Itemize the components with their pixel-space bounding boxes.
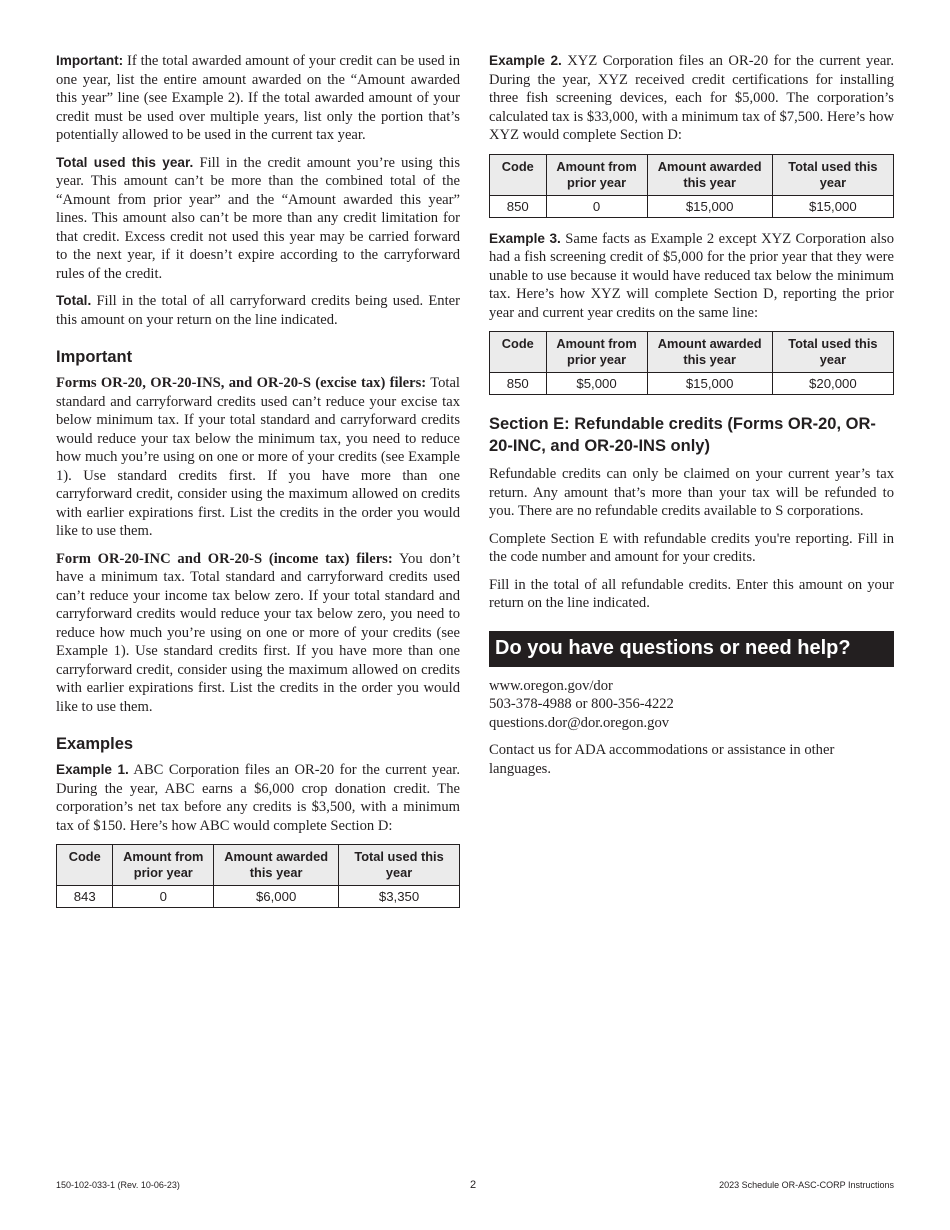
cell-code: 843: [57, 886, 113, 908]
email-link[interactable]: questions.dor@dor.oregon.gov: [489, 714, 670, 731]
example-1-paragraph: [56, 761, 460, 835]
header-awarded: Amount awarded this year: [647, 332, 772, 373]
cell-prior: $5,000: [546, 373, 647, 395]
paragraph-text: Total standard and carryforward credits used can’t reduce your excise tax below minimum tax. If your total standard and carryforward credits would reduce your tax below the minimum tax, you need to reduce how much you’re using on one or more of your credits (see Example 1). Use standard credits first. If you have more than one carryforward credit, consider using the maximum allowed on credits with earlier expirations first. List the credits in the order you would like to use them.: [56, 375, 460, 539]
table-row: [57, 886, 460, 908]
header-code: Code: [57, 845, 113, 886]
important-heading: Important: [56, 348, 133, 366]
cell-total: $3,350: [339, 886, 460, 908]
paragraph-text: XYZ Corporation files an OR-20 for the current year. During the year, XYZ received credit certifications for installing three fish screening devices, each for $5,000. The corporation’s calculated tax is $33,000, with a minimum tax of $7,500. Here’s how XYZ would complete Section D:: [489, 53, 895, 143]
form-number: 150-102-033-1 (Rev. 10-06-23): [56, 1180, 180, 1190]
page-number: 2: [470, 1179, 477, 1191]
paragraph-text: Same facts as Example 2 except XYZ Corporation also had a fish screening credit of $5,000 for the prior year that they were unable to use because it would have reduced tax below the minimum tax. Here’s how XYZ will complete Section D, reporting the prior year and current year credits on the same line:: [489, 230, 894, 321]
paragraph-lead: Forms OR-20, OR-20-INS, and OR-20-S (excise tax) filers:: [56, 375, 427, 391]
paragraph-text: If the total awarded amount of your credit can be used in one year, list the entire amount awarded on the “Amount awarded this year” line (see Example 2). If the total awarded amount of your credit must be used over multiple years, list only the portion that’s potentially allowed to be used in the current tax year.: [56, 53, 460, 143]
right-column: [489, 52, 894, 778]
header-awarded: Amount awarded this year: [647, 154, 772, 195]
section-e-heading: Section E: Refundable credits (Forms OR-20, OR-20-INC, and OR-20-INS only): [489, 415, 876, 455]
table-row: [490, 195, 894, 217]
cell-code: 850: [490, 373, 547, 395]
header-prior: Amount from prior year: [113, 845, 214, 886]
total-paragraph: [56, 292, 460, 329]
paragraph-lead: Total.: [56, 293, 92, 308]
paragraph-lead: Example 1.: [56, 762, 129, 777]
document-title: 2023 Schedule OR-ASC-CORP Instructions: [719, 1180, 894, 1190]
total-used-paragraph: [56, 154, 460, 284]
example-2-paragraph: [489, 52, 894, 145]
paragraph-text: Fill in the credit amount you’re using this year. This amount can’t be more than the combined total of the “Amount from prior year” and the “Amount awarded this year” lines. This amount also can’t be more than any credit limitation for that credit. Excess credit not used this year may be carried forward to the next year, if it doesn’t expire according to the carryforward rules of the credit.: [56, 154, 460, 282]
example-2-table: [489, 154, 894, 218]
cell-awarded: $6,000: [214, 886, 339, 908]
example-3-table: [489, 331, 894, 395]
section-e-paragraph-2: Complete Section E with refundable credits you're reporting. Fill in the code number and amount for your credits.: [489, 530, 894, 565]
ada-paragraph: Contact us for ADA accommodations or assistance in other languages.: [489, 742, 835, 777]
header-code: Code: [490, 332, 547, 373]
cell-prior: 0: [113, 886, 214, 908]
section-e-paragraph-3: Fill in the total of all refundable credits. Enter this amount on your return on the line indicated.: [489, 576, 894, 611]
section-e-paragraph-1: Refundable credits can only be claimed on your current year’s tax return. Any amount that’s more than your tax will be refunded to you. There are no refundable credits available to S corporations.: [489, 466, 894, 519]
paragraph-text: Fill in the total of all carryforward credits being used. Enter this amount on your return on the line indicated.: [56, 293, 460, 328]
paragraph-lead: Example 2.: [489, 53, 562, 68]
paragraph-lead: Total used this year.: [56, 154, 194, 170]
cell-total: $15,000: [772, 195, 893, 217]
header-total: Total used this year: [772, 154, 893, 195]
table-row: [490, 373, 894, 395]
header-code: Code: [490, 154, 547, 195]
help-heading: Do you have questions or need help?: [489, 631, 894, 667]
phone-number: 503-378-4988 or 800-356-4222: [489, 696, 674, 712]
paragraph-lead: Form OR-20-INC and OR-20-S (income tax) filers:: [56, 550, 393, 567]
header-prior: Amount from prior year: [546, 332, 647, 373]
paragraph-lead: Important:: [56, 53, 124, 68]
cell-prior: 0: [546, 195, 647, 217]
example-1-table: [56, 844, 460, 908]
header-total: Total used this year: [772, 332, 893, 373]
header-awarded: Amount awarded this year: [214, 845, 339, 886]
table-header-row: [57, 845, 460, 886]
examples-heading: Examples: [56, 735, 134, 753]
header-total: Total used this year: [339, 845, 460, 886]
paragraph-text: ABC Corporation files an OR-20 for the current year. During the year, ABC earns a $6,000 crop donation credit. The corporation’s net tax before any credits is $3,500, with a minimum tax of $150. Here’s how ABC would complete Section D:: [56, 762, 460, 834]
cell-code: 850: [490, 195, 547, 217]
left-column: [56, 52, 460, 920]
cell-awarded: $15,000: [647, 373, 772, 395]
income-filers-paragraph: [56, 550, 460, 717]
paragraph-text: You don’t have a minimum tax. Total standard and carryforward credits used can’t reduce your income tax below zero. If your total standard and carryforward credits would reduce your tax below zero, you need to reduce how much you’re using on one or more of your credits (see Example 1). Use standard credits first. If you have more than one carryforward credit, consider using the maximum allowed on credits with earlier expirations first. List the credits in the order you would like to use them.: [56, 550, 461, 715]
excise-filers-paragraph: [56, 374, 460, 541]
header-prior: Amount from prior year: [546, 154, 647, 195]
example-3-paragraph: [489, 230, 894, 323]
important-paragraph: [56, 52, 460, 145]
table-header-row: [490, 154, 894, 195]
cell-total: $20,000: [772, 373, 893, 395]
paragraph-lead: Example 3.: [489, 230, 561, 246]
website-link[interactable]: www.oregon.gov/dor: [489, 677, 613, 694]
cell-awarded: $15,000: [647, 195, 772, 217]
table-header-row: [490, 332, 894, 373]
